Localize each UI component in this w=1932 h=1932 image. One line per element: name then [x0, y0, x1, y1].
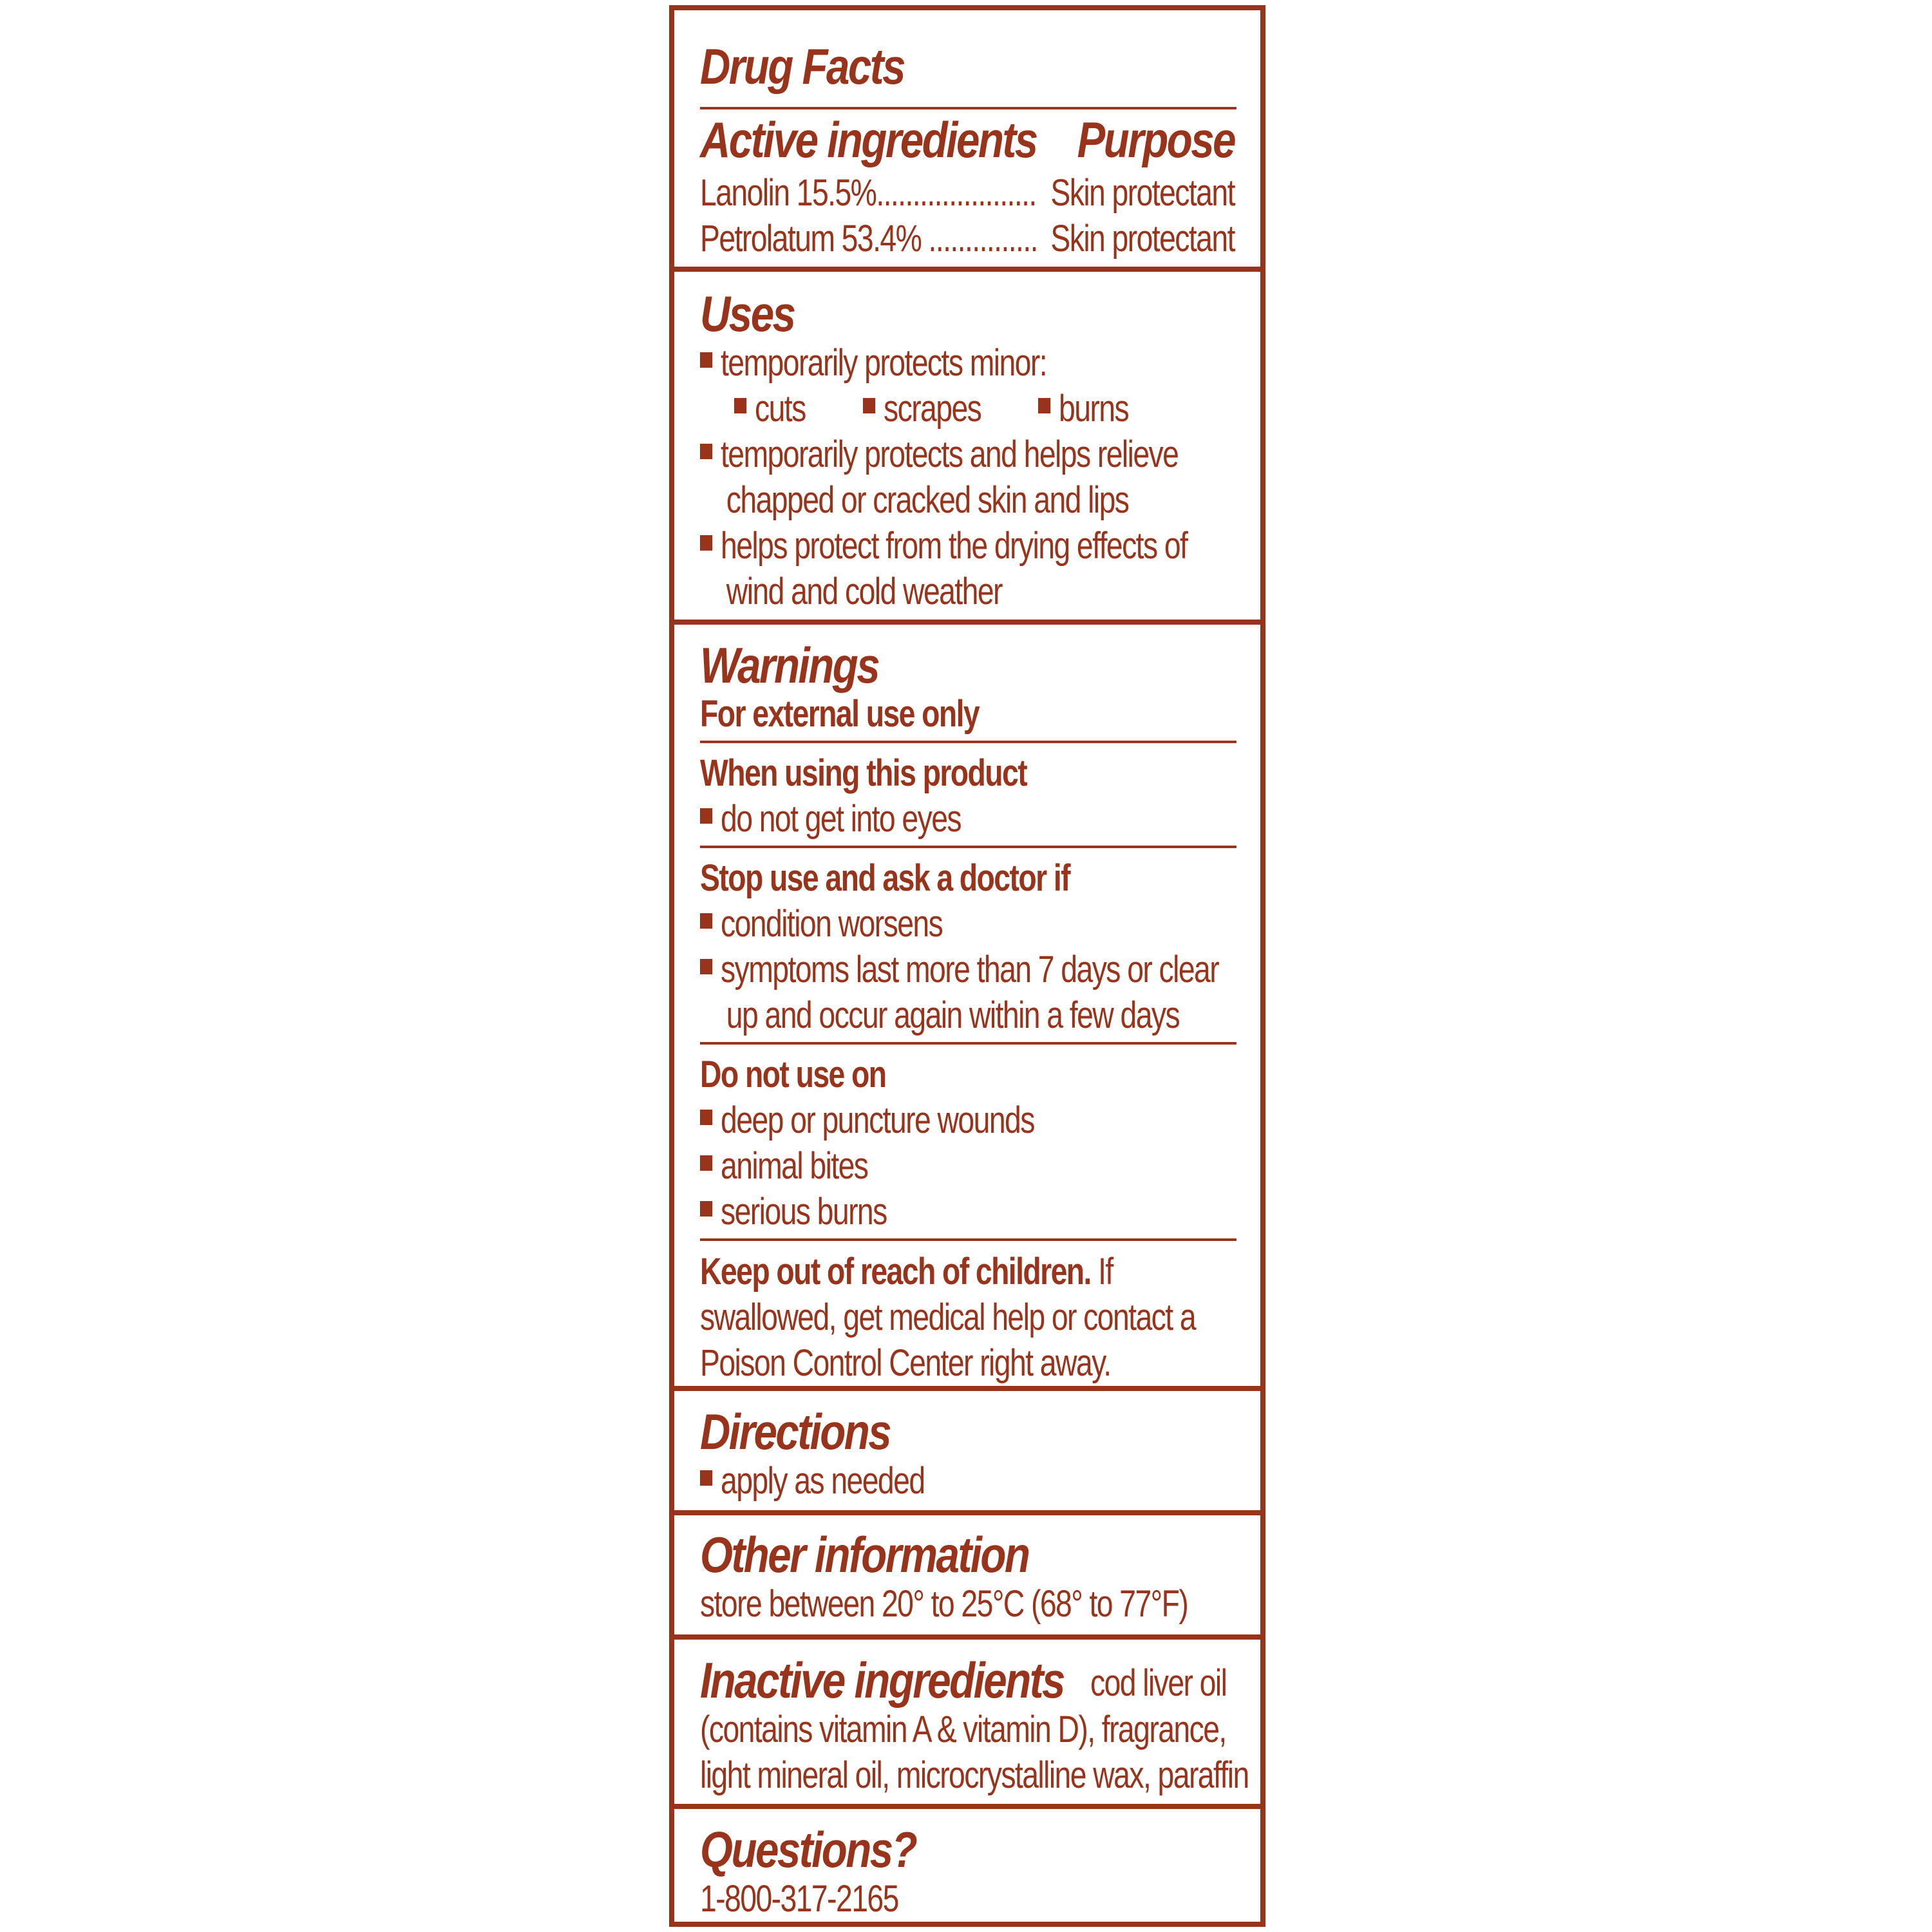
divider	[700, 1042, 1236, 1045]
active-name: Petrolatum 53.4%	[700, 218, 922, 260]
active-name: Lanolin 15.5%	[700, 172, 876, 214]
bullet-icon	[700, 808, 712, 824]
directions-title: Directions	[700, 1403, 891, 1460]
bullet-icon	[700, 1470, 712, 1486]
phone-number: 1-800-317-2165	[700, 1878, 898, 1920]
list-item	[700, 1097, 1128, 1143]
inactive-ingredients-text: (contains vitamin A & vitamin D), fragrance,	[700, 1709, 1226, 1751]
active-purpose: Skin protectant	[1050, 172, 1235, 214]
bullet-icon	[700, 444, 712, 459]
bullet-icon	[700, 1201, 712, 1217]
list-item-text: symptoms last more than 7 days or clear	[721, 948, 1219, 990]
title-rule	[700, 107, 1236, 109]
inactive-ingredients-text: light mineral oil, microcrystalline wax, paraffin	[700, 1754, 1249, 1797]
purpose-header: Purpose	[1077, 111, 1235, 168]
list-item-continuation: chapped or cracked skin and lips	[726, 479, 1129, 522]
bullet-icon	[1038, 398, 1050, 413]
list-item	[700, 947, 1219, 992]
divider	[700, 1238, 1236, 1241]
keep-out-line	[700, 1249, 1128, 1294]
keep-out-bold: Keep out of reach of children.	[700, 1250, 1091, 1293]
divider	[700, 741, 1236, 743]
divider	[700, 846, 1236, 848]
list-item	[700, 523, 1188, 569]
list-item-continuation: wind and cold weather	[726, 571, 1002, 613]
list-item	[734, 386, 806, 431]
bullet-icon	[700, 913, 712, 929]
list-item	[1038, 386, 1128, 431]
list-item-text: temporarily protects and helps relieve	[721, 433, 1179, 476]
directions-section	[674, 1391, 1260, 1515]
list-item-text: cuts	[755, 388, 806, 430]
list-item-text: burns	[1059, 388, 1129, 430]
warnings-title: Warnings	[700, 636, 879, 694]
bullet-icon	[700, 352, 712, 368]
active-row	[700, 170, 1235, 216]
bullet-icon	[734, 398, 746, 413]
external-use-heading: For external use only	[700, 692, 980, 735]
list-item-text: serious burns	[721, 1190, 887, 1233]
list-item	[700, 431, 1179, 477]
list-item-text: temporarily protects minor:	[721, 342, 1047, 384]
list-item-text: condition worsens	[721, 902, 943, 945]
questions-title: Questions?	[700, 1821, 916, 1878]
bullet-icon	[700, 1110, 712, 1125]
active-row	[700, 216, 1235, 261]
uses-section	[674, 272, 1260, 625]
bullet-icon	[700, 1155, 712, 1171]
keep-out-rest: If	[1090, 1250, 1113, 1293]
when-using-heading: When using this product	[700, 752, 1027, 794]
uses-title: Uses	[700, 285, 795, 343]
leader-dots: ......................	[876, 172, 1036, 214]
active-ingredients-section	[674, 10, 1260, 272]
inactive-ingredients-title: Inactive ingredients	[700, 1652, 1064, 1709]
inactive-ingredients-text: cod liver oil	[1090, 1662, 1227, 1705]
other-information-section	[674, 1515, 1260, 1640]
list-item-text: animal bites	[721, 1144, 868, 1187]
list-item-text: helps protect from the drying effects of	[721, 525, 1188, 567]
drug-facts-panel	[669, 5, 1265, 1927]
stop-use-heading: Stop use and ask a doctor if	[700, 857, 1070, 899]
other-information-title: Other information	[700, 1526, 1029, 1583]
keep-out-line: swallowed, get medical help or contact a	[700, 1296, 1196, 1338]
list-item	[700, 1143, 1128, 1189]
bullet-icon	[700, 535, 712, 551]
other-information-text: store between 20° to 25°C (68° to 77°F)	[700, 1582, 1188, 1625]
sub-items-row	[700, 386, 1235, 431]
bullet-icon	[700, 959, 712, 974]
do-not-use-heading: Do not use on	[700, 1053, 886, 1095]
list-item-continuation: up and occur again within a few days	[726, 994, 1180, 1036]
inactive-ingredients-section	[674, 1640, 1260, 1809]
active-purpose: Skin protectant	[1050, 218, 1235, 260]
keep-out-line: Poison Control Center right away.	[700, 1341, 1111, 1384]
list-item-text: scrapes	[884, 388, 981, 430]
list-item-text: do not get into eyes	[721, 797, 961, 840]
warnings-section	[674, 625, 1260, 1391]
questions-section	[674, 1809, 1260, 1922]
list-item-text: deep or puncture wounds	[721, 1099, 1034, 1141]
list-item	[700, 1189, 1128, 1235]
bullet-icon	[863, 398, 875, 413]
list-item	[700, 901, 1128, 947]
leader-dots: ...............	[928, 218, 1037, 260]
list-item	[700, 340, 1128, 386]
list-item	[700, 796, 1128, 842]
list-item	[700, 1458, 1128, 1504]
list-item	[863, 386, 981, 431]
active-ingredients-header: Active ingredients	[700, 111, 1037, 168]
drug-facts-title: Drug Facts	[700, 38, 905, 95]
list-item-text: apply as needed	[721, 1459, 925, 1502]
